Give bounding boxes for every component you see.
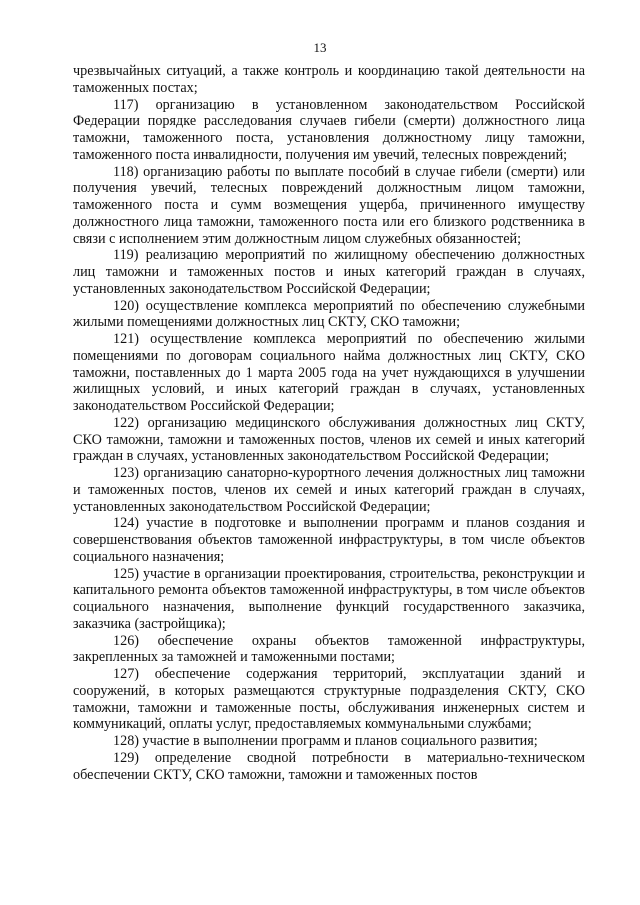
list-item-128: 128) участие в выполнении программ и планов социального развития;: [113, 733, 538, 749]
list-item-122: 122) организацию медицинского обслуживания должностных лиц СКТУ, СКО таможни, таможни и таможенных постов, членов их семей и иных категорий граждан в случаях, установленных законодательством Российской Федерации;: [73, 414, 585, 465]
list-item-129: 129) определение сводной потребности в материально-техническом обеспечении СКТУ, СКО таможни, таможни и таможенных постов: [73, 749, 585, 783]
list-item-119: 119) реализацию мероприятий по жилищному обеспечению должностных лиц таможни и таможенных постов и иных категорий граждан в случаях, установленных законодательством Российской Федерации;: [73, 247, 585, 297]
list-item-124: 124) участие в подготовке и выполнении программ и планов создания и совершенствования объектов таможенной инфраструктуры, в том числе объектов социального назначения;: [73, 515, 585, 565]
document-body: [73, 63, 585, 783]
list-item-125: 125) участие в организации проектирования, строительства, реконструкции и капитального ремонта объектов таможенной инфраструктуры, в том числе объектов социального назначения, выполнение функций государственного заказчика, заказчика (застройщика);: [73, 565, 585, 632]
list-item-118: 118) организацию работы по выплате пособий в случае гибели (смерти) или получения увечий, телесных повреждений должностным лицом таможни, таможенного поста и сумм возмещения ущерба, причиненного имуществу должностного лица таможни, таможенного поста или его близкого родственника в связи с исполнением этим должностным лицом служебных обязанностей;: [73, 163, 585, 247]
list-item-127: 127) обеспечение содержания территорий, эксплуатации зданий и сооружений, в которых размещаются структурные подразделения СКТУ, СКО таможни, таможни и таможенные посты, обслуживания инженерных систем и коммуникаций, оплаты услуг, предоставляемых коммунальными службами;: [73, 666, 585, 733]
list-item-120: 120) осуществление комплекса мероприятий по обеспечению служебными жилыми помещениями должностных лиц СКТУ, СКО таможни;: [73, 297, 585, 331]
list-item-117: 117) организацию в установленном законодательством Российской Федерации порядке расследования случаев гибели (смерти) должностного лица таможни, таможенного поста, установления должностному лицу таможни, таможенного поста инвалидности, получения им увечий, телесных повреждений;: [73, 96, 585, 163]
list-item-121: 121) осуществление комплекса мероприятий по обеспечению жилыми помещениями по договорам социального найма должностных лиц СКТУ, СКО таможни, поставленных до 1 марта 2005 года на учет нуждающихся в улучшении жилищных условий, и иных категорий граждан в случаях, установленных законодательством Российской Федерации;: [73, 331, 585, 414]
list-item-126: 126) обеспечение охраны объектов таможенной инфраструктуры, закрепленных за таможней и таможенными постами;: [73, 632, 585, 666]
list-item-123: 123) организацию санаторно-курортного лечения должностных лиц таможни и таможенных постов, членов их семей и иных категорий граждан в случаях, установленных законодательством Российской Федерации;: [73, 465, 585, 515]
continuation-paragraph: чрезвычайных ситуаций, а также контроль и координацию такой деятельности на таможенных постах;: [73, 63, 585, 96]
page-number: 13: [313, 40, 327, 55]
